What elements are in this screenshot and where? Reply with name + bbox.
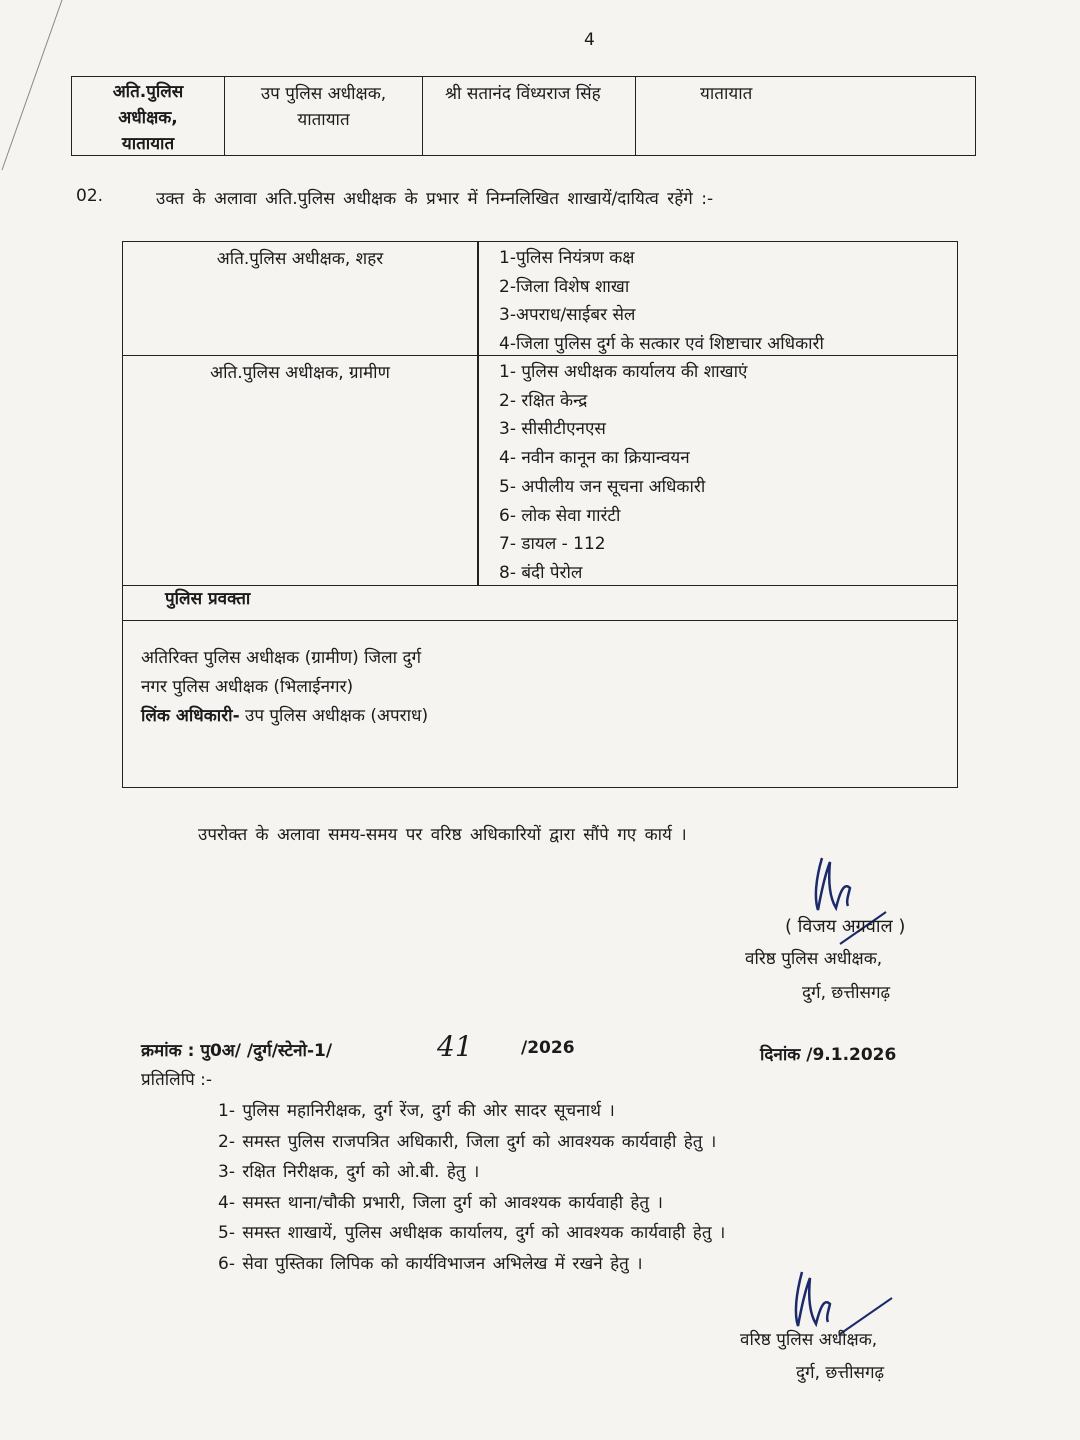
copy-to-label: प्रतिलिपि :- <box>141 1070 213 1090</box>
list-item: 2-जिला विशेष शाखा <box>499 276 630 297</box>
list-item: 6- लोक सेवा गारंटी <box>499 505 621 526</box>
other-tasks-note: उपरोक्त के अलावा समय-समय पर वरिष्ठ अधिकारियों द्वारा सौंपे गए कार्य । <box>198 825 687 845</box>
row-label: अति.पुलिस अधीक्षक, शहर <box>216 249 384 269</box>
responsibility-table <box>122 241 958 788</box>
list-item: 1-पुलिस नियंत्रण कक्ष <box>499 248 635 268</box>
row-label: अति.पुलिस अधीक्षक, ग्रामीण <box>210 363 390 383</box>
signatory-designation: वरिष्ठ पुलिस अधीक्षक, <box>745 949 883 969</box>
top-table-cell-officer: श्री सतानंद विंध्यराज सिंह <box>423 77 636 155</box>
list-item: 4- नवीन कानून का क्रियान्वयन <box>499 448 690 469</box>
list-item: 2- समस्त पुलिस राजपत्रित अधिकारी, जिला दुर्ग को आवश्यक कार्यवाही हेतु । <box>218 1131 717 1152</box>
list-item: 5- अपीलीय जन सूचना अधिकारी <box>499 476 706 497</box>
branch-list <box>499 358 747 588</box>
table-row <box>123 356 957 586</box>
list-item: 6- सेवा पुस्तिका लिपिक को कार्यविभाजन अभिलेख में रखने हेतु । <box>218 1253 643 1274</box>
spokesperson-heading: पुलिस प्रवक्ता <box>165 589 251 609</box>
branch-list <box>499 244 824 358</box>
signatory-place: दुर्ग, छत्तीसगढ़ <box>802 983 891 1003</box>
list-item: 3- सीसीटीएनएस <box>499 419 606 440</box>
list-item: 8- बंदी पेरोल <box>499 562 583 583</box>
spokesperson-block <box>141 644 428 731</box>
table-row <box>123 242 957 356</box>
spokesperson-line: नगर पुलिस अधीक्षक (भिलाईनगर) <box>141 677 354 697</box>
top-table <box>71 76 976 156</box>
signatory-name: ( विजय अग्रवाल ) <box>785 916 906 937</box>
page-number: 4 <box>584 30 595 50</box>
top-table-cell-charge: यातायात <box>700 84 753 104</box>
copy-list <box>218 1096 725 1279</box>
top-table-cell-post: अति.पुलिस अधीक्षक, यातायात <box>72 77 225 155</box>
order-date: दिनांक /9.1.2026 <box>760 1045 897 1065</box>
signatory2-place: दुर्ग, छत्तीसगढ़ <box>796 1363 885 1383</box>
link-officer-line: लिंक अधिकारी- उप पुलिस अधीक्षक (अपराध) <box>141 706 429 726</box>
list-item: 7- डायल - 112 <box>499 534 606 555</box>
list-item: 2- रक्षित केन्द्र <box>499 390 588 411</box>
list-item: 3- रक्षित निरीक्षक, दुर्ग को ओ.बी. हेतु । <box>218 1162 480 1182</box>
signatory2-designation: वरिष्ठ पुलिस अधीक्षक, <box>740 1330 878 1350</box>
order-number-label: क्रमांक : पु0अ/ /दुर्ग/स्टेनो-1/ <box>141 1041 333 1061</box>
para-number: 02. <box>76 186 104 206</box>
list-item: 4- समस्त थाना/चौकी प्रभारी, जिला दुर्ग को आवश्यक कार्यवाही हेतु । <box>218 1192 663 1213</box>
list-item: 4-जिला पुलिस दुर्ग के सत्कार एवं शिष्टाचार अधिकारी <box>499 333 824 354</box>
page-fold-line <box>0 0 80 200</box>
spokesperson-line: अतिरिक्त पुलिस अधीक्षक (ग्रामीण) जिला दुर्ग <box>141 648 422 668</box>
list-item: 1- पुलिस अधीक्षक कार्यालय की शाखाएं <box>499 362 748 382</box>
top-table-cell-rank: उप पुलिस अधीक्षक, यातायात <box>225 77 423 155</box>
order-year: /2026 <box>521 1038 575 1058</box>
column-divider <box>477 242 479 585</box>
list-item: 3-अपराध/साईबर सेल <box>499 305 636 325</box>
para-text: उक्त के अलावा अति.पुलिस अधीक्षक के प्रभार में निम्नलिखित शाखायें/दायित्व रहेंगे :- <box>156 189 714 209</box>
order-number-handwritten: 41 <box>437 1030 473 1063</box>
list-item: 1- पुलिस महानिरीक्षक, दुर्ग रेंज, दुर्ग की ओर सादर सूचनार्थ । <box>218 1101 615 1121</box>
list-item: 5- समस्त शाखायें, पुलिस अधीक्षक कार्यालय, दुर्ग को आवश्यक कार्यवाही हेतु । <box>218 1223 726 1243</box>
spokesperson-heading-row <box>123 586 957 621</box>
